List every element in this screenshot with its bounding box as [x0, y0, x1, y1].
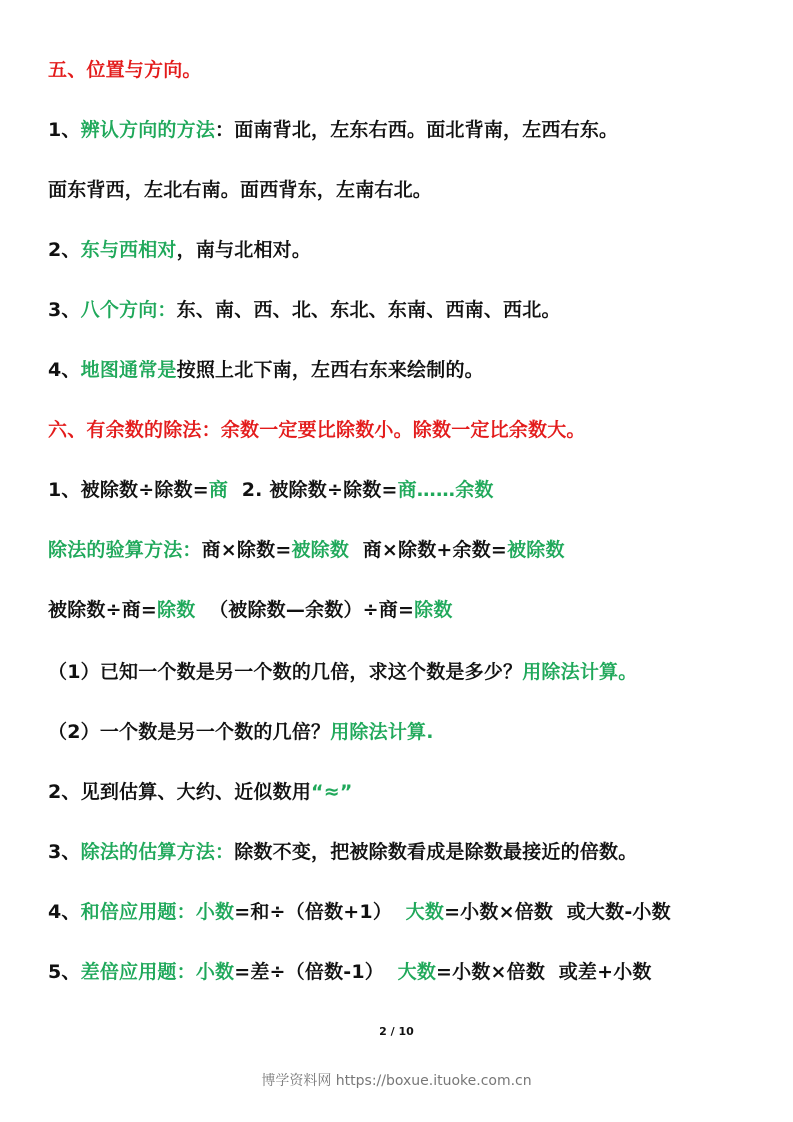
rule-opposite-directions: [48, 237, 311, 263]
body-text: 除数不变，把被除数看成是除数最接近的倍数。: [234, 841, 638, 863]
rule-division-estimation: [48, 839, 637, 865]
body-text: ：面南背北，左东右西。面北背南，左西右东。: [215, 119, 619, 141]
highlight-text: 商……余数: [397, 479, 494, 501]
formula-text: 2. 被除数÷除数=: [228, 479, 398, 501]
section-heading-division-remainder: [48, 417, 586, 443]
site-watermark: 博学资料网 https://boxue.ituoke.com.cn: [261, 1073, 532, 1089]
rule-approximation-symbol: [48, 779, 353, 805]
highlight-text: 大数: [405, 901, 445, 923]
page-number: 2 / 10: [379, 1025, 414, 1038]
body-text: （2）一个数是另一个数的几倍？: [48, 721, 331, 743]
formula-division: [48, 477, 494, 503]
formula-text: （被除数—余数）÷商=: [195, 599, 415, 621]
highlight-text: 东与西相对: [80, 239, 177, 261]
item-number: 4、: [48, 901, 81, 923]
highlight-text: 八个方向：: [80, 299, 177, 321]
heading-text: 六、有余数的除法：余数一定要比除数小。除数一定比余数大。: [48, 419, 586, 441]
formula-text: =和÷（倍数+1）: [234, 901, 406, 923]
highlight-text: 用除法计算。: [522, 661, 638, 683]
item-number: 2、: [48, 239, 81, 261]
item-number: 3、: [48, 841, 81, 863]
rule-sum-multiple-problem: [48, 899, 671, 925]
highlight-text: 地图通常是: [80, 359, 177, 381]
body-text: （1）已知一个数是另一个数的几倍，求这个数是多少？: [48, 661, 523, 683]
rule-eight-directions: [48, 297, 561, 323]
heading-text: 五、位置与方向。: [48, 59, 202, 81]
subitem-1: [48, 659, 637, 685]
highlight-text: 除数: [157, 599, 196, 621]
item-number: 3、: [48, 299, 81, 321]
item-number: 1、: [48, 119, 81, 141]
formula-text: 商×除数+余数=: [349, 539, 508, 561]
formula-text: =差÷（倍数-1）: [234, 961, 398, 983]
formula-text: 被除数÷商=: [48, 599, 158, 621]
body-text: 东、南、西、北、东北、东南、西南、西北。: [176, 299, 561, 321]
section-heading-position-direction: [48, 57, 202, 83]
body-text: 2、见到估算、大约、近似数用: [48, 781, 312, 803]
formula-text: 商×除数=: [201, 539, 292, 561]
formula-divisor: [48, 597, 453, 623]
item-number: 4、: [48, 359, 81, 381]
body-text: ，南与北相对。: [176, 239, 312, 261]
highlight-text: 用除法计算.: [330, 721, 434, 743]
highlight-text: 被除数: [291, 539, 350, 561]
highlight-text: “≈”: [311, 781, 353, 803]
highlight-text: 差倍应用题：小数: [80, 961, 235, 983]
formula-text: =小数×倍数 或大数-小数: [444, 901, 671, 923]
rule-difference-multiple-problem: [48, 959, 652, 985]
highlight-text: 和倍应用题：小数: [80, 901, 235, 923]
highlight-text: 大数: [397, 961, 437, 983]
subitem-2: [48, 719, 434, 745]
highlight-text: 被除数: [507, 539, 565, 561]
formula-text: 1、被除数÷除数=: [48, 479, 209, 501]
highlight-text: 除数: [414, 599, 453, 621]
highlight-text: 除法的验算方法：: [48, 539, 202, 561]
formula-division-check: [48, 537, 565, 563]
item-number: 5、: [48, 961, 81, 983]
highlight-text: 辨认方向的方法: [80, 119, 216, 141]
rule-identify-direction-continued: [48, 177, 432, 203]
formula-text: =小数×倍数 或差+小数: [436, 961, 652, 983]
highlight-text: 商: [208, 479, 229, 501]
body-text: 按照上北下南，左西右东来绘制的。: [176, 359, 484, 381]
rule-identify-direction: [48, 117, 618, 143]
rule-map-orientation: [48, 357, 484, 383]
body-text: 面东背西，左北右南。面西背东，左南右北。: [48, 179, 433, 201]
highlight-text: 除法的估算方法：: [80, 841, 235, 863]
